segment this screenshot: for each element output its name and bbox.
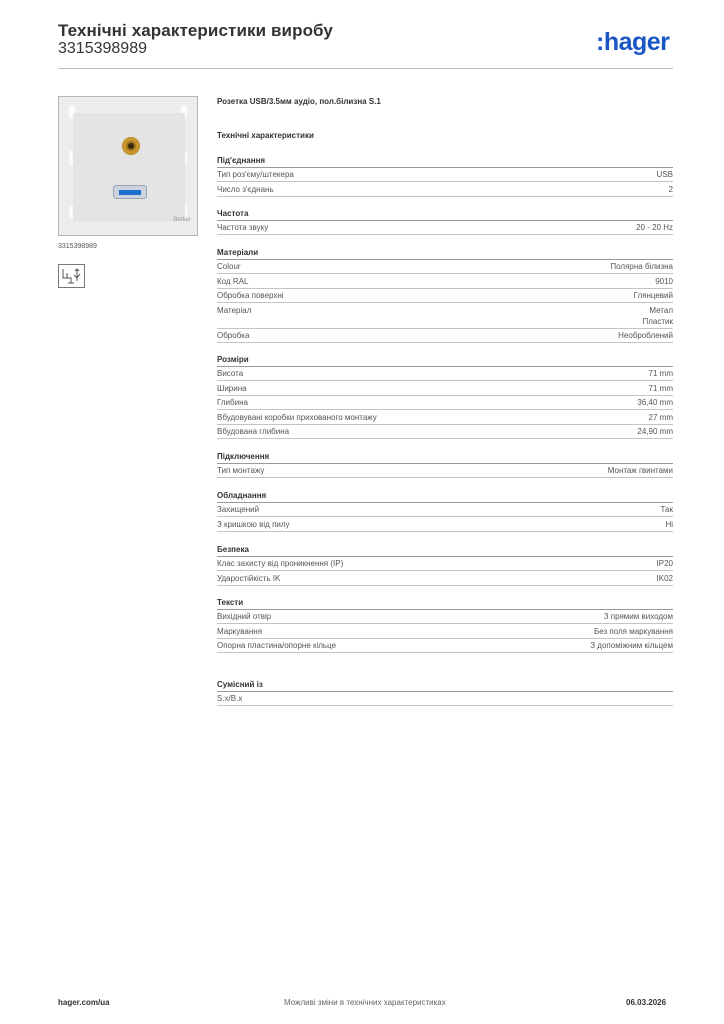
- spec-row: [217, 504, 673, 517]
- product-name: Розетка USB/3.5мм аудіо, пол.білизна S.1: [217, 97, 381, 106]
- spec-label: Глибина: [217, 398, 248, 408]
- spec-row: [217, 169, 673, 182]
- hager-logo: :hager: [596, 28, 670, 56]
- spec-value: 24,90 mm: [637, 427, 673, 437]
- spec-value: 20 - 20 Hz: [636, 223, 673, 232]
- footer-url[interactable]: hager.com/ua: [58, 998, 110, 1007]
- spec-value: 71 mm: [648, 369, 673, 378]
- spec-value: Необроблений: [618, 331, 673, 341]
- spec-label: Вихідний отвір: [217, 612, 272, 621]
- spec-row: [217, 426, 673, 439]
- spec-label: Матеріал: [217, 305, 252, 315]
- spec-value: З прямим виходом: [603, 612, 673, 621]
- spec-row: [217, 290, 673, 303]
- spec-label: Тип монтажу: [217, 466, 265, 475]
- spec-label: Вбудовувані коробки прихованого монтажу: [217, 412, 377, 422]
- spec-row: [217, 412, 673, 425]
- image-caption-code: 3315398989: [58, 243, 97, 250]
- spec-value: Глянцевий: [633, 291, 673, 301]
- spec-value: IP20: [656, 559, 673, 568]
- spec-label: Тип роз'єму/штекера: [217, 170, 294, 179]
- spec-value: Полярна білизна: [610, 262, 673, 271]
- specs-title: Технічні характеристики: [217, 131, 314, 140]
- spec-row: [217, 558, 673, 571]
- section-title: Підключення: [217, 452, 673, 464]
- spec-row: [217, 611, 673, 624]
- spec-label: Код RAL: [217, 276, 249, 286]
- spec-row: [217, 693, 673, 706]
- section-title: Обладнання: [217, 491, 673, 503]
- spec-row: [217, 383, 673, 396]
- image-brand-mark: Berker: [173, 217, 191, 223]
- spec-value: Ні: [665, 519, 673, 529]
- footer-date: 06.03.2026: [626, 998, 667, 1007]
- spec-label: Висота: [217, 369, 244, 378]
- spec-row: [217, 368, 673, 381]
- spec-label: Обробка поверхні: [217, 291, 284, 301]
- spec-row: [217, 305, 673, 329]
- spec-row: [217, 276, 673, 289]
- page-title: Технічні характеристики виробу: [58, 21, 333, 40]
- spec-label: Маркування: [217, 626, 263, 636]
- spec-label: Ширина: [217, 383, 247, 393]
- spec-label: Colour: [217, 262, 241, 271]
- spec-value: Метал Пластик: [642, 305, 673, 326]
- spec-label: Опорна пластина/опорне кільце: [217, 641, 337, 651]
- spec-label: S.x/B.x: [217, 694, 243, 703]
- spec-label: З кришкою від пилу: [217, 519, 290, 529]
- spec-value: Без поля маркування: [593, 626, 673, 636]
- spec-row: [217, 626, 673, 639]
- product-image: [58, 96, 198, 236]
- spec-label: Клас захисту від проникнення (IP): [217, 559, 344, 568]
- spec-row: [217, 261, 673, 274]
- usb-connection-symbol-icon: [58, 264, 85, 288]
- socket-plate: [73, 113, 185, 221]
- section-title: Тексти: [217, 598, 673, 610]
- spec-value: Монтаж гвинтами: [607, 466, 673, 475]
- spec-label: Обробка: [217, 331, 250, 341]
- usb-port-icon: [113, 185, 147, 199]
- spec-row: [217, 397, 673, 410]
- spec-value: USB: [656, 170, 673, 179]
- spec-value: З допоміжним кільцем: [590, 641, 673, 651]
- spec-row: [217, 465, 673, 478]
- section-title: Частота: [217, 209, 673, 221]
- spec-row: [217, 184, 673, 197]
- spec-label: Число з'єднань: [217, 184, 274, 194]
- section-title: Сумісний із: [217, 680, 673, 692]
- spec-value: Так: [660, 505, 673, 514]
- spec-row: [217, 330, 673, 343]
- section-title: Безпека: [217, 545, 673, 557]
- spec-label: Ударостійкість IK: [217, 573, 281, 583]
- section-title: Під'єднання: [217, 156, 673, 168]
- spec-value: 9010: [655, 276, 673, 286]
- audio-jack-icon: [122, 137, 140, 155]
- spec-value: 71 mm: [648, 383, 673, 393]
- spec-label: Захищений: [217, 505, 260, 514]
- spec-row: [217, 640, 673, 653]
- spec-value: 36,40 mm: [637, 398, 673, 408]
- spec-row: [217, 573, 673, 586]
- spec-value: IK02: [656, 573, 673, 583]
- spec-value: 27 mm: [648, 412, 673, 422]
- spec-label: Частота звуку: [217, 223, 269, 232]
- spec-value: 2: [668, 184, 673, 194]
- section-title: Розміри: [217, 355, 673, 367]
- spec-row: [217, 519, 673, 532]
- spec-label: Вбудована глибина: [217, 427, 290, 437]
- spec-row: [217, 222, 673, 235]
- header-divider: [58, 68, 673, 69]
- product-code: 3315398989: [58, 40, 147, 57]
- section-title: Матеріали: [217, 248, 673, 260]
- footer-note: Можливі зміни в технічних характеристиках: [284, 998, 446, 1007]
